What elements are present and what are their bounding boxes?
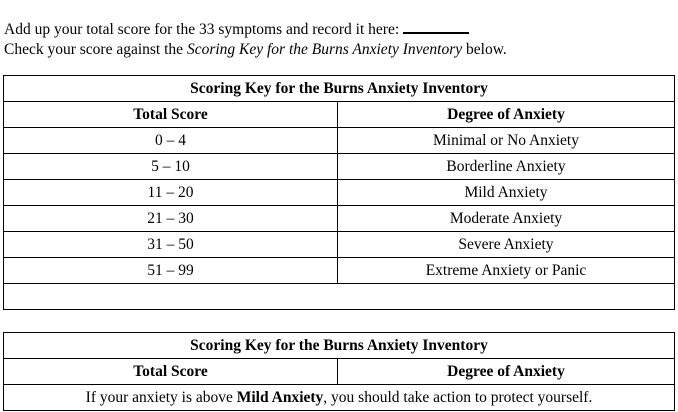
score-cell: 31 – 50: [4, 232, 338, 258]
check-instruction-suffix: below.: [462, 41, 507, 58]
scoring-key-reference: Scoring Key for the Burns Anxiety Inventory: [186, 41, 463, 58]
table-row: [4, 128, 675, 154]
scoring-key-table-summary: [3, 332, 675, 411]
score-cell: 11 – 20: [4, 180, 338, 206]
instruction-line-check: [4, 40, 507, 60]
table-title: Scoring Key for the Burns Anxiety Inventory: [4, 333, 675, 359]
score-cell: 0 – 4: [4, 128, 338, 154]
total-score-header: Total Score: [4, 359, 338, 385]
degree-cell: Borderline Anxiety: [338, 154, 675, 180]
instructions: [4, 18, 507, 60]
table-header-row: [4, 102, 675, 128]
table-row: [4, 232, 675, 258]
score-blank-line: [403, 18, 469, 34]
degree-of-anxiety-header: Degree of Anxiety: [338, 359, 675, 385]
table-row: [4, 154, 675, 180]
empty-cell: [4, 284, 675, 310]
degree-cell: Moderate Anxiety: [338, 206, 675, 232]
table-row: [4, 206, 675, 232]
empty-row: [4, 284, 675, 310]
degree-of-anxiety-header: Degree of Anxiety: [338, 102, 675, 128]
degree-cell: Severe Anxiety: [338, 232, 675, 258]
score-cell: 51 – 99: [4, 258, 338, 284]
total-score-header: Total Score: [4, 102, 338, 128]
note-emphasis: Mild Anxiety: [236, 388, 324, 406]
table-title-row: [4, 333, 675, 359]
check-instruction-prefix: Check your score against the: [4, 41, 187, 58]
table-header-row: [4, 359, 675, 385]
scoring-key-table: [3, 75, 675, 310]
note-suffix: , you should take action to protect yourself.: [323, 388, 593, 406]
action-note: [4, 385, 675, 411]
record-instruction-text: Add up your total score for the 33 symptoms and record it here:: [4, 21, 400, 38]
degree-cell: Minimal or No Anxiety: [338, 128, 675, 154]
note-row: [4, 385, 675, 411]
table-row: [4, 180, 675, 206]
table-title-row: [4, 76, 675, 102]
note-prefix: If your anxiety is above: [85, 388, 237, 406]
instruction-line-record: [4, 18, 507, 40]
score-cell: 21 – 30: [4, 206, 338, 232]
score-cell: 5 – 10: [4, 154, 338, 180]
degree-cell: Mild Anxiety: [338, 180, 675, 206]
table-title: Scoring Key for the Burns Anxiety Inventory: [4, 76, 675, 102]
table-row: [4, 258, 675, 284]
degree-cell: Extreme Anxiety or Panic: [338, 258, 675, 284]
